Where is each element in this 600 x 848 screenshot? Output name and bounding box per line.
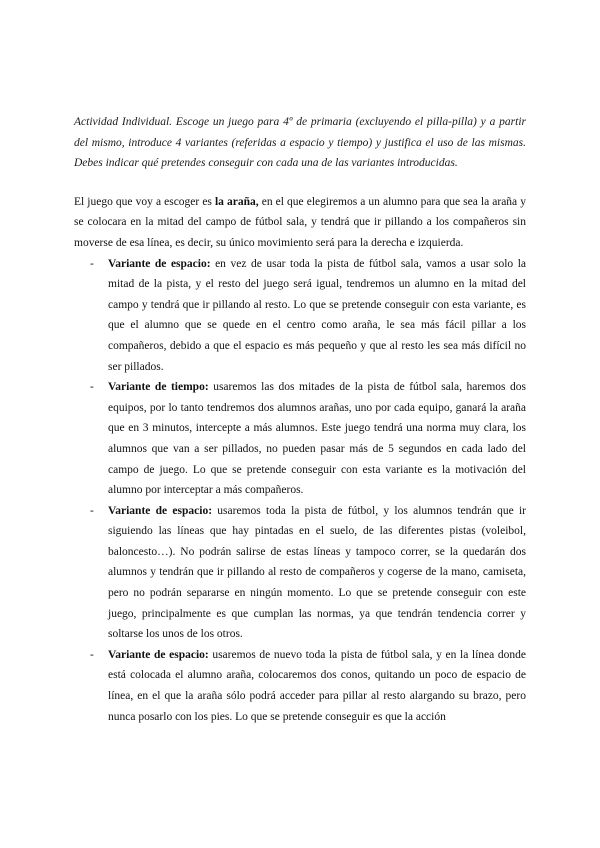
bullet-dash: - xyxy=(90,648,94,661)
intro-paragraph xyxy=(74,192,526,254)
game-name: la araña, xyxy=(214,195,259,208)
bullet-dash: - xyxy=(90,504,94,517)
bullet-dash: - xyxy=(90,381,94,394)
variant-item-1 xyxy=(74,254,526,378)
activity-instructions: Actividad Individual. Escoge un juego para 4º de primaria (excluyendo el pilla-pilla) y a partir del mismo, introduce 4 variantes (referidas a espacio y tiempo) y justifica el uso de las mismas. Debes indicar qué pretendes conseguir con cada una de las variantes introducidas. xyxy=(74,116,526,170)
intro-text-start: El juego que voy a escoger es xyxy=(74,195,215,208)
bullet-dash: - xyxy=(90,257,94,270)
document-content xyxy=(74,112,526,727)
intro-text-end: en el que elegiremos a un alumno para que sea la araña y se colocara en la mitad del campo de fútbol sala, y tendrá que ir pillando a los compañeros sin moverse de esa línea, es decir, su único movimiento será para la derecha e izquierda. xyxy=(74,195,526,249)
variant-title: Variante de espacio: xyxy=(108,257,211,270)
variant-text: usaremos toda la pista de fútbol, y los alumnos tendrán que ir siguiendo las líneas que hay pintadas en el suelo, de las diferentes pistas (voleibol, baloncesto…). No podrán salirse de estas líneas y tampoco correr, se la quedarán dos alumnos y tendrán que ir pillando al resto de compañeros y cogerse de la mano, camiseta, pero no podrán separarse en ningún momento. Lo que se pretende conseguir con este juego, principalmente es que cumplan las normas, ya que tendrán tendencia correr y soltarse los unos de los otros. xyxy=(108,504,526,641)
variant-text: usaremos de nuevo toda la pista de fútbol sala, y en la línea donde está colocada el alumno araña, colocaremos dos conos, quitando un poco de espacio de línea, en el que la araña sólo podrá acceder para pillar al resto alargando su brazo, pero nunca posarlo con los pies. Lo que se pretende conseguir es que la acción xyxy=(108,648,526,723)
variant-text: en vez de usar toda la pista de fútbol sala, vamos a usar solo la mitad de la pista, y el resto del juego será igual, tendremos un alumno en la mitad del campo y tendrá que ir pillando al resto. Lo que se pretende conseguir con esta variante, es que el alumno que se quede en el centro como araña, le sea más fácil pillar a los compañeros, debido a que el espacio es más pequeño y que al resto les sea más difícil no ser pillados. xyxy=(108,257,526,373)
variant-title: Variante de espacio: xyxy=(108,648,209,661)
variant-item-2 xyxy=(74,377,526,501)
variant-item-3 xyxy=(74,501,526,645)
variants-list xyxy=(74,254,526,728)
variant-item-4 xyxy=(74,645,526,727)
variant-text: usaremos las dos mitades de la pista de fútbol sala, haremos dos equipos, por lo tanto tendremos dos alumnos arañas, uno por cada equipo, ganará la araña que en 3 minutos, intercepte a más alumnos. Este juego tendrá una norma muy clara, los alumnos que van a ser pillados, no pueden pasar más de 5 segundos en cada lado del campo de juego. Lo que se pretende conseguir con esta variante es la motivación del alumno por interceptar a más compañeros. xyxy=(108,381,527,497)
variant-title: Variante de tiempo: xyxy=(108,381,209,394)
variant-title: Variante de espacio: xyxy=(108,504,213,517)
